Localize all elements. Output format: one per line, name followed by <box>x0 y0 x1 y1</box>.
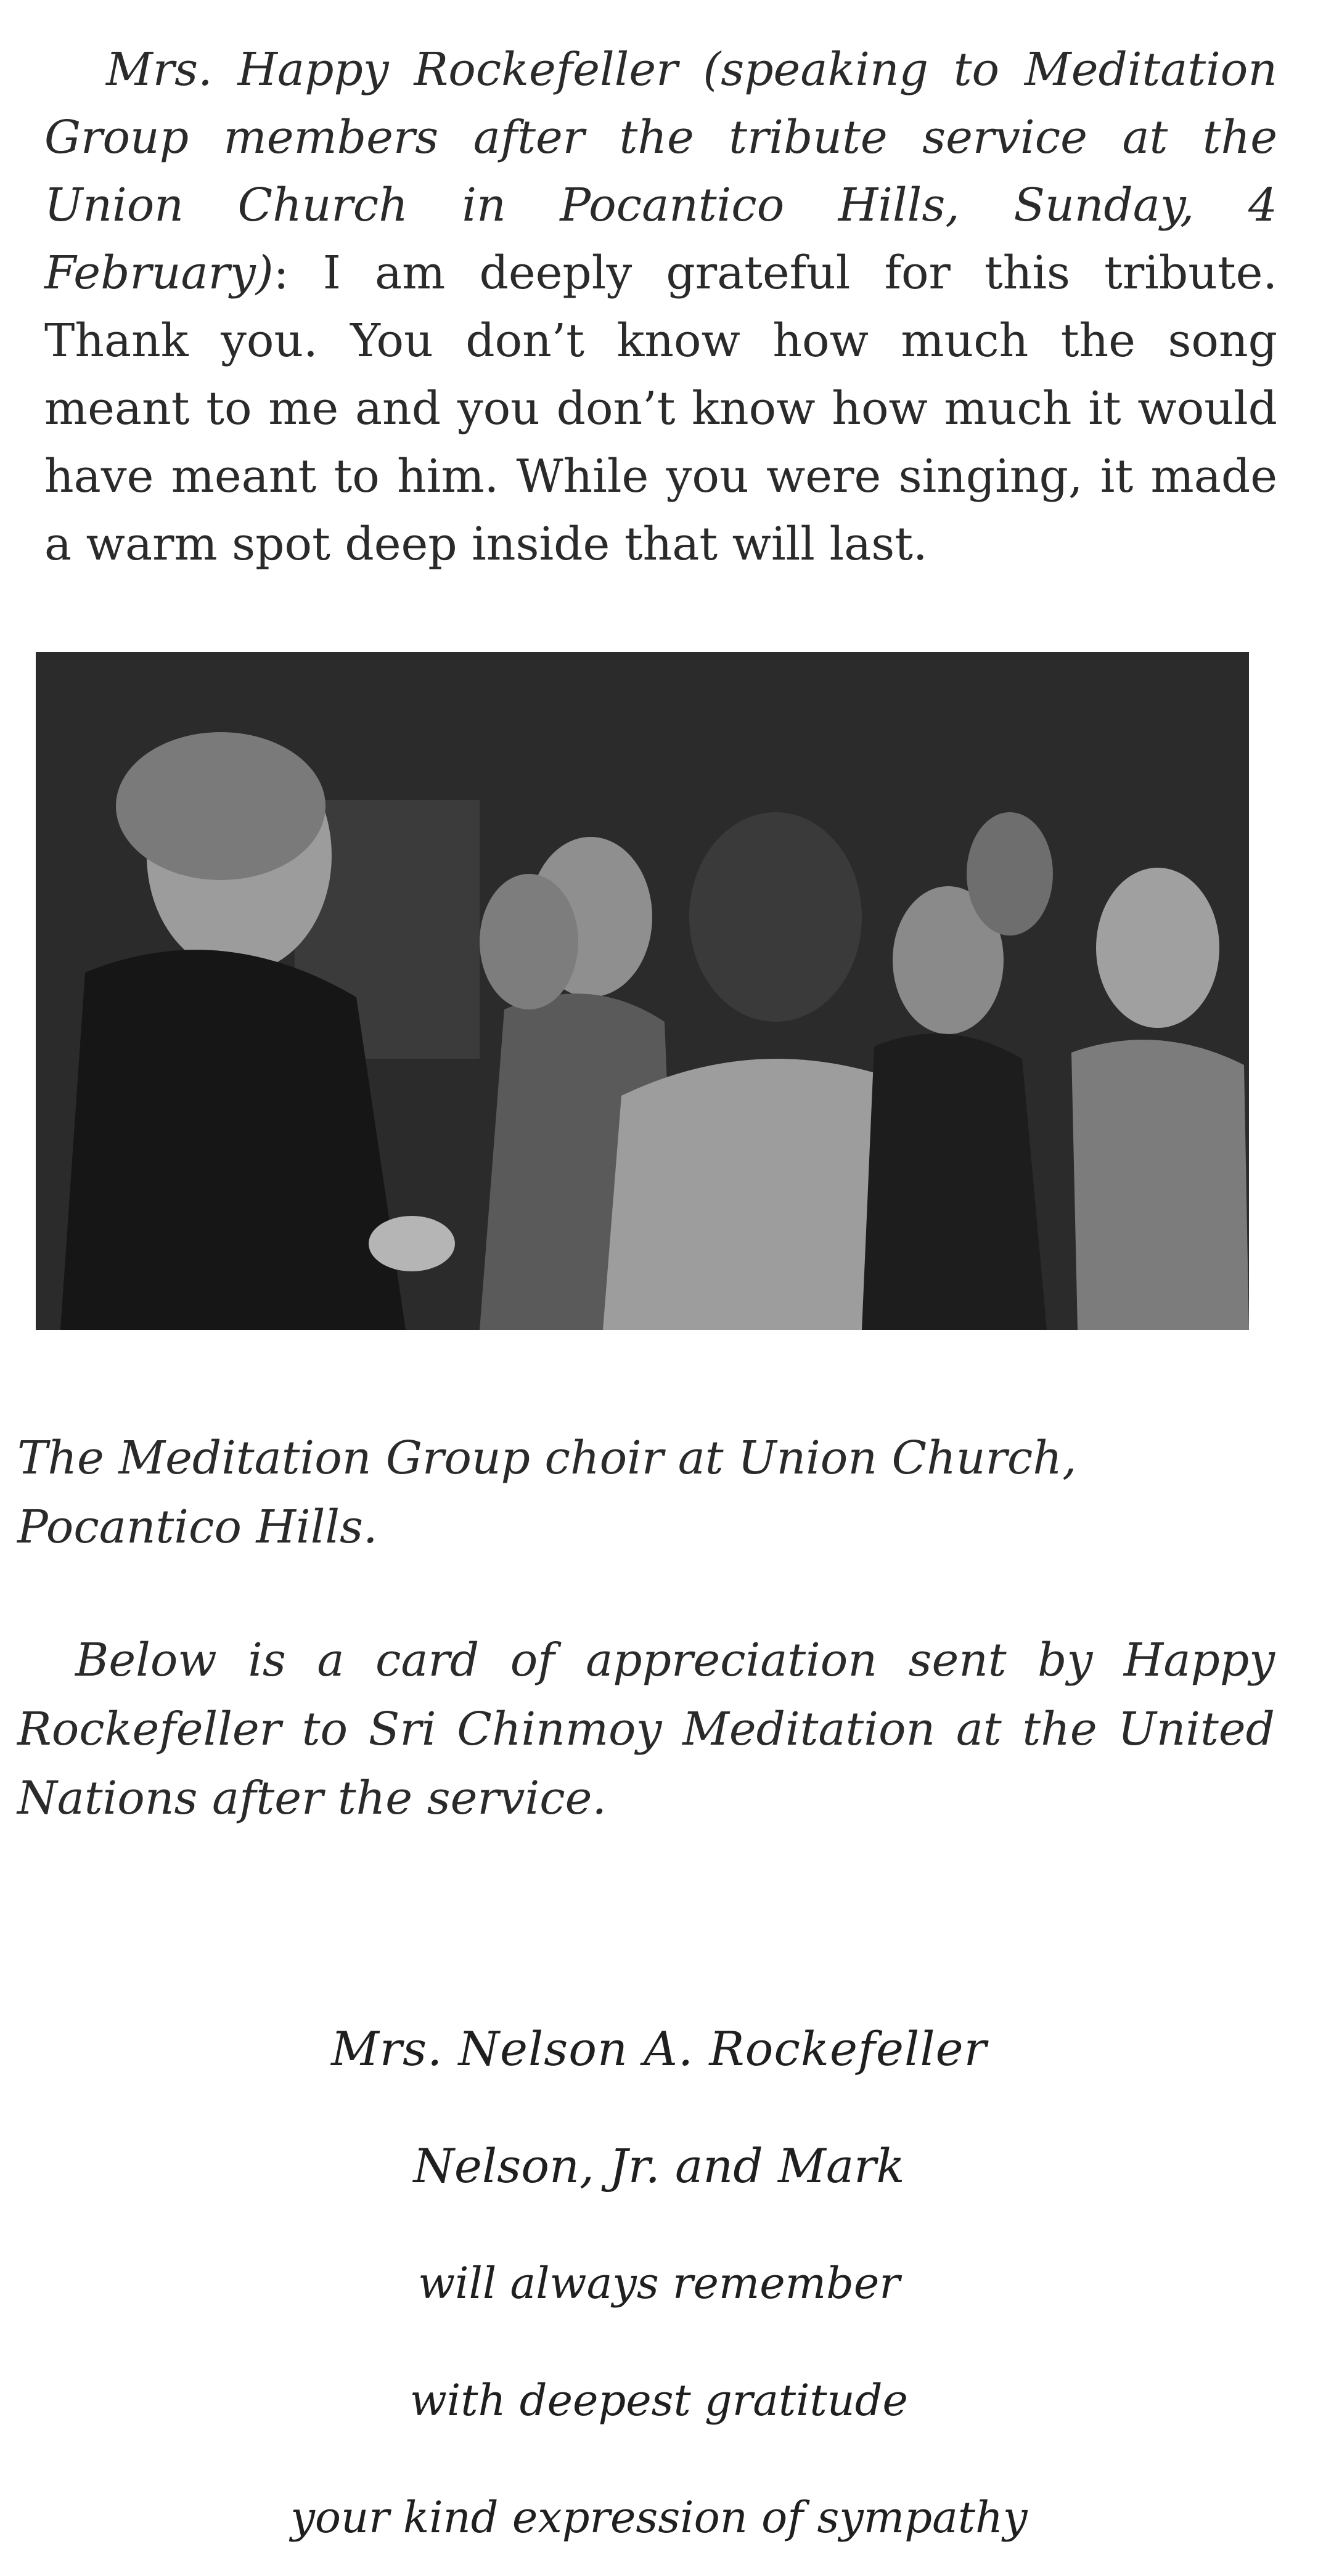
card-line-2: Nelson, Jr. and Mark <box>413 2138 905 2193</box>
quote-text: I am deeply grateful for this tribute. Thank you. You don’t know how much the song meant to me and you don’t know how much it would have meant to him. While you were singing, it made a warm spot deep inside that will last. <box>44 247 1277 571</box>
intro-paragraph <box>44 36 1277 578</box>
appreciation-card <box>0 1991 1318 2576</box>
card-line-5: your kind expression of sympathy <box>290 2492 1028 2543</box>
card-line-4: with deepest gratitude <box>410 2375 908 2426</box>
photograph-icon <box>36 652 1249 1330</box>
card-line-1: Mrs. Nelson A. Rockefeller <box>331 2021 987 2076</box>
speaker-name: Mrs. Happy Rockefeller <box>106 43 678 96</box>
speaker-context: (speaking to Meditation Group members after the tribute service at the Union Church in Pocantico Hills, Sunday, 4 February) <box>44 43 1278 300</box>
card-intro-note: Below is a card of appreciation sent by Happy Rockefeller to Sri Chinmoy Meditation at the United Nations after the service. <box>17 1634 1275 1825</box>
photo-caption: The Meditation Group choir at Union Church, Pocantico Hills. <box>17 1432 1077 1554</box>
intro-colon: : <box>273 247 289 300</box>
card-line-3: will always remember <box>418 2258 900 2309</box>
choir-photograph <box>36 652 1249 1330</box>
